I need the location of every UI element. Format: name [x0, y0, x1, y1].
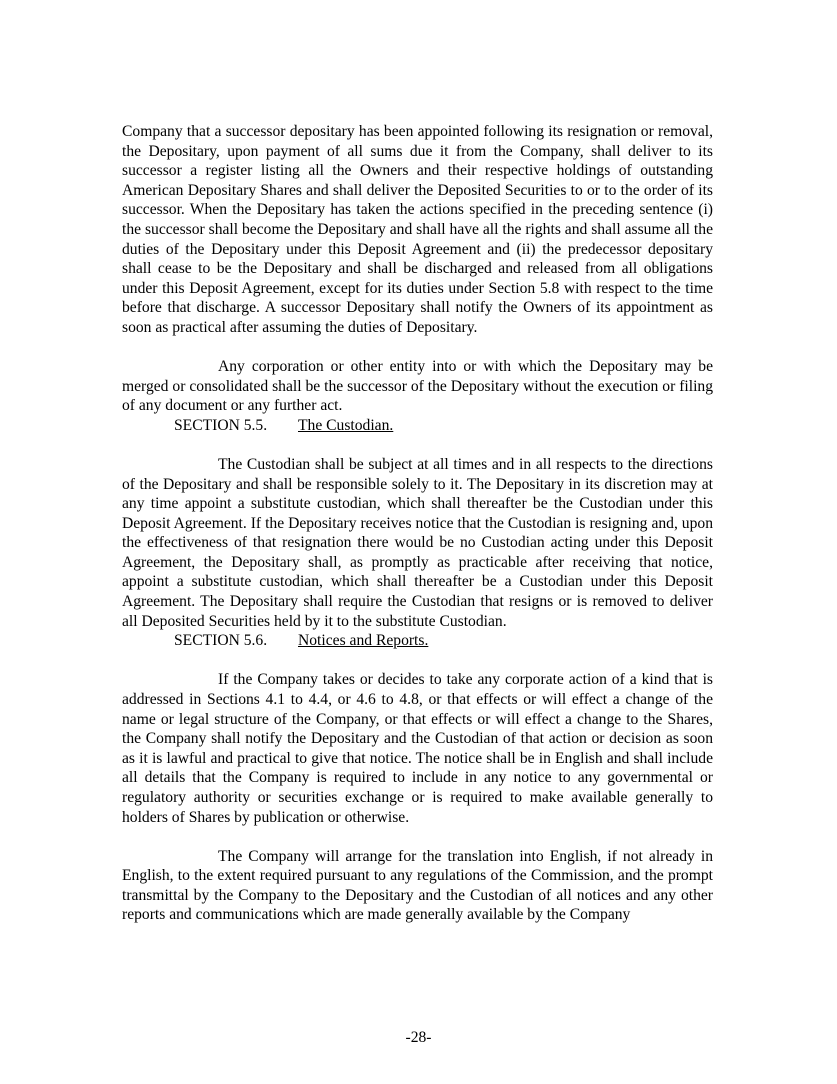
document-body [122, 122, 713, 925]
paragraph-custodian: The Custodian shall be subject at all times and in all respects to the directions of the Depositary and shall be responsible solely to it. The Depositary in its discretion may at any time appoint a substitute custodian, which shall thereafter be the Custodian under this Deposit Agreement. If the Depositary receives notice that the Custodian is resigning and, upon the effectiveness of that resignation there would be no Custodian acting under this Deposit Agreement, the Depositary shall, as promptly as practicable after receiving that notice, appoint a substitute custodian, which shall thereafter be a Custodian under this Deposit Agreement. The Depositary shall require the Custodian that resigns or is removed to deliver all Deposited Securities held by it to the substitute Custodian. [122, 455, 713, 630]
paragraph-successor-depositary: Company that a successor depositary has been appointed following its resignation or removal, the Depositary, upon payment of all sums due it from the Company, shall deliver to its successor a register listing all the Owners and their respective holdings of outstanding American Depositary Shares and shall deliver the Deposited Securities to or to the order of its successor. When the Depositary has taken the actions specified in the preceding sentence (i) the successor shall become the Depositary and shall have all the rights and shall assume all the duties of the Depositary under this Deposit Agreement and (ii) the predecessor depositary shall cease to be the Depositary and shall be discharged and released from all obligations under this Deposit Agreement, except for its duties under Section 5.8 with respect to the time before that discharge. A successor Depositary shall notify the Owners of its appointment as soon as practical after assuming the duties of Depositary. [122, 123, 713, 336]
section-title: The Custodian. [298, 416, 394, 434]
section-heading-5-6 [122, 631, 713, 651]
section-heading-5-5 [122, 416, 713, 436]
section-number: SECTION 5.5. [174, 416, 268, 434]
section-title: Notices and Reports. [298, 632, 429, 650]
page-number: -28- [405, 1029, 432, 1046]
paragraph-merger: Any corporation or other entity into or with which the Depositary may be merged or consolidated shall be the successor of the Depositary without the execution or filing of any document or any further act. [122, 358, 713, 415]
section-number: SECTION 5.6. [174, 632, 268, 650]
paragraph-notices: If the Company takes or decides to take any corporate action of a kind that is addressed in Sections 4.1 to 4.4, or 4.6 to 4.8, or that effects or will effect a change of the name or legal structure of the Company, or that effects or will effect a change to the Shares, the Company shall notify the Depositary and the Custodian of that action or decision as soon as it is lawful and practical to give that notice. The notice shall be in English and shall include all details that the Company is required to include in any notice to any governmental or regulatory authority or securities exchange or is required to make available generally to holders of Shares by publication or otherwise. [122, 671, 713, 826]
paragraph-translation: The Company will arrange for the translation into English, if not already in English, to the extent required pursuant to any regulations of the Commission, and the prompt transmittal by the Company to the Depositary and the Custodian of all notices and any other reports and communications which are made generally available by the Company [122, 847, 713, 924]
